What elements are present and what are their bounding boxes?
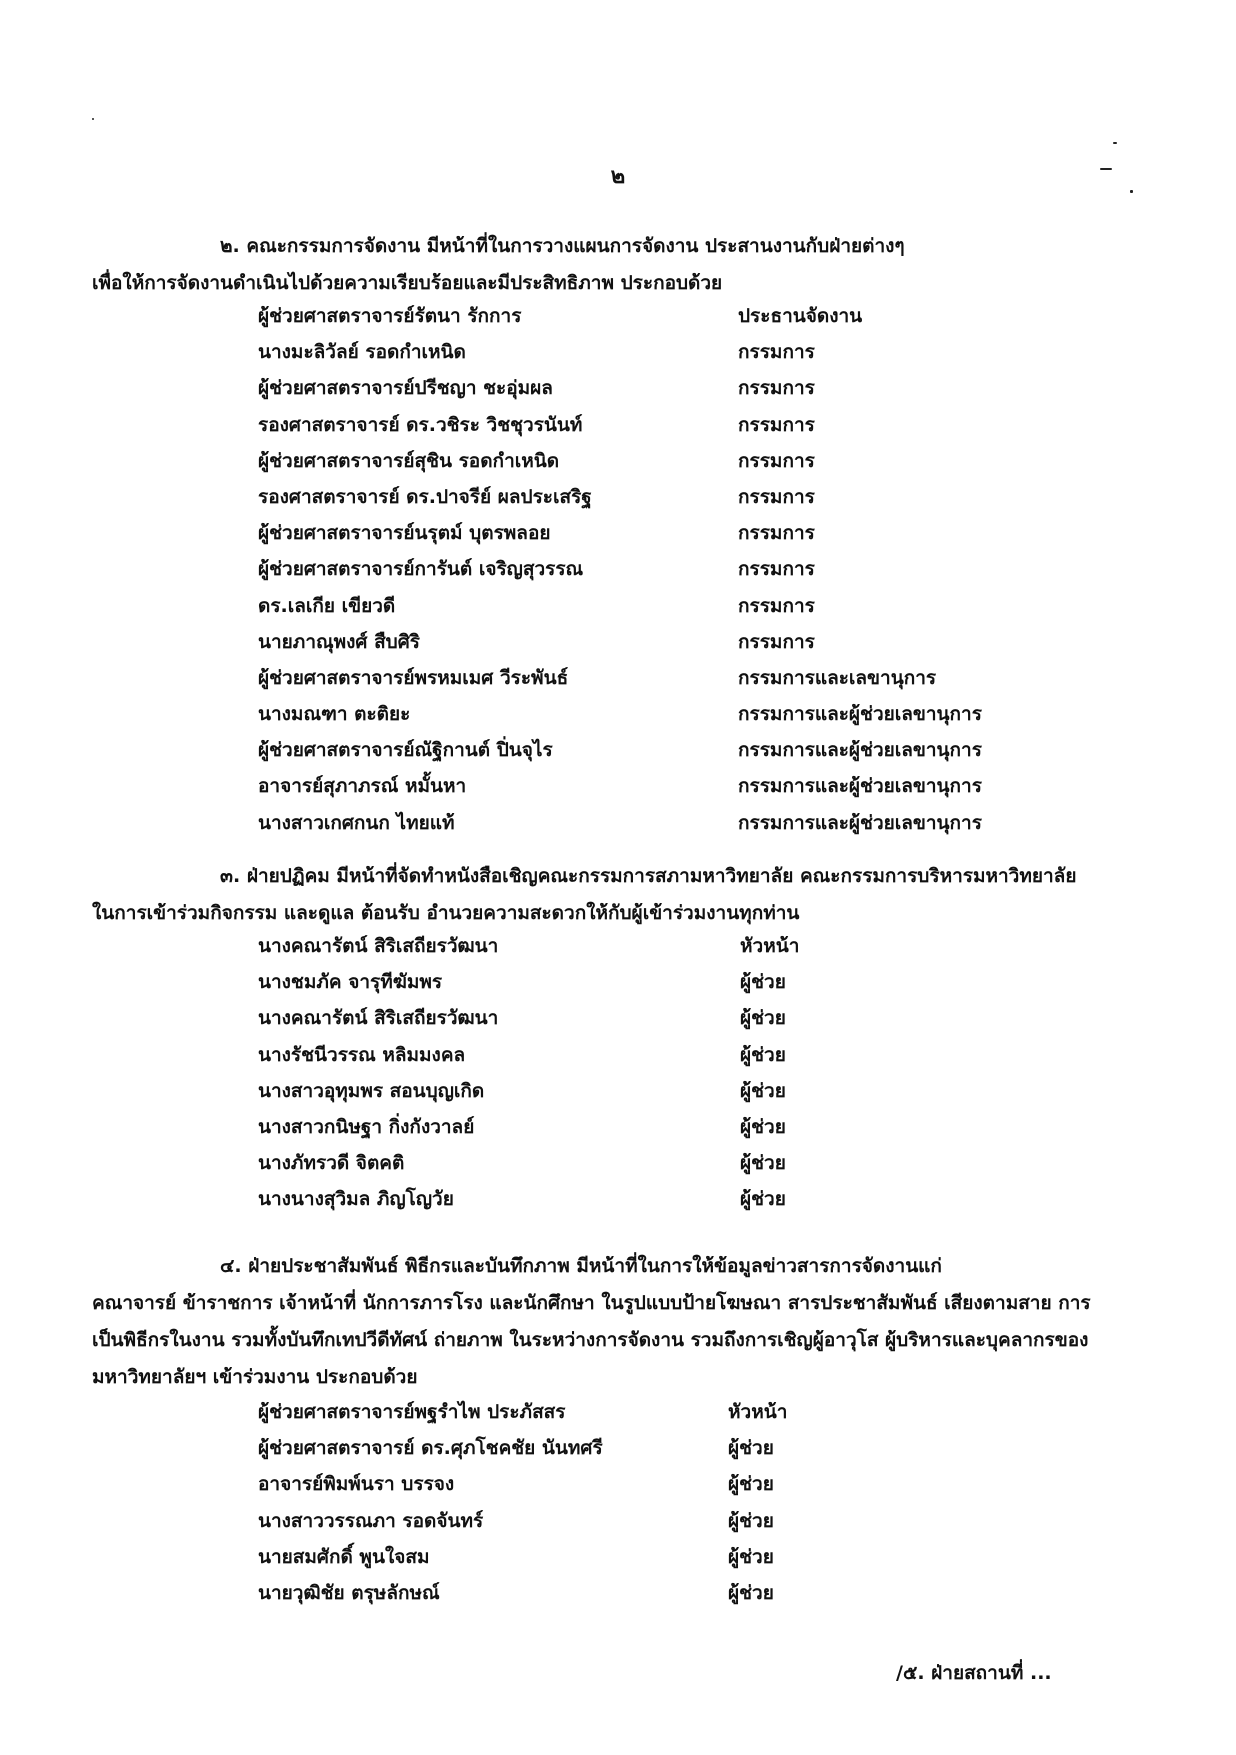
member-row	[258, 1109, 1058, 1145]
member-role: กรรมการ	[738, 522, 815, 545]
member-name: ผู้ช่วยศาสตราจารย์ณัฐิกานต์ ปิ่นจุไร	[258, 739, 553, 762]
member-name: ผู้ช่วยศาสตราจารย์นรุตม์ บุตรพลอย	[258, 522, 551, 545]
scan-speck	[1100, 168, 1112, 170]
member-row	[258, 805, 1058, 841]
member-row	[258, 551, 1058, 587]
member-role: ผู้ช่วย	[728, 1473, 774, 1496]
member-row	[258, 660, 1058, 696]
member-role: ผู้ช่วย	[740, 1188, 786, 1211]
member-row	[258, 515, 1058, 551]
member-role: ผู้ช่วย	[728, 1509, 774, 1532]
member-row	[258, 370, 1058, 406]
scan-speck	[1113, 142, 1117, 144]
member-role: กรรมการ	[738, 594, 815, 617]
member-row	[258, 1394, 1058, 1430]
member-role: ผู้ช่วย	[740, 1115, 786, 1138]
section-4-heading: ๔. ฝ่ายประชาสัมพันธ์ พิธีกรและบันทึกภาพ มีหน้าที่ในการให้ข้อมูลข่าวสารการจัดงานแก่	[220, 1255, 942, 1277]
page-number: ๒	[610, 164, 626, 189]
member-role: ผู้ช่วย	[728, 1581, 774, 1604]
member-name: นางสาวอุทุมพร สอนบุญเกิด	[258, 1079, 485, 1102]
member-role: กรรมการและผู้ช่วยเลขานุการ	[738, 703, 982, 726]
member-role: หัวหน้า	[740, 935, 800, 957]
member-name: รองศาสตราจารย์ ดร.ปาจรีย์ ผลประเสริฐ	[258, 485, 592, 508]
member-row	[258, 479, 1058, 515]
member-name: นางรัชนีวรรณ หลิมมงคล	[258, 1043, 466, 1066]
member-role: ผู้ช่วย	[740, 971, 786, 994]
member-row	[258, 334, 1058, 370]
member-name: นางมะลิวัลย์ รอดกำเหนิด	[258, 341, 466, 364]
member-name: ผู้ช่วยศาสตราจารย์พฐรำไพ ประภัสสร	[258, 1401, 566, 1423]
member-row	[258, 1575, 1058, 1611]
member-role: กรรมการ	[738, 558, 815, 581]
member-row	[258, 1503, 1058, 1539]
member-name: นางนางสุวิมล ภิญโญวัย	[258, 1188, 454, 1211]
member-name: ผู้ช่วยศาสตราจารย์ ดร.ศุภโชคชัย นันทศรี	[258, 1437, 603, 1460]
next-page-reference: /๕. ฝ่ายสถานที่ ...	[896, 1662, 1052, 1684]
member-row	[258, 443, 1058, 479]
member-role: กรรมการ	[738, 449, 815, 472]
section-3-member-list	[258, 928, 1058, 1218]
member-name: นางชมภัค จารุทีฆัมพร	[258, 971, 443, 994]
member-role: กรรมการ	[738, 341, 815, 364]
member-role: ประธานจัดงาน	[738, 305, 863, 327]
member-role: ผู้ช่วย	[740, 1043, 786, 1066]
member-row	[258, 768, 1058, 804]
member-row	[258, 1181, 1058, 1217]
member-role: กรรมการ	[738, 630, 815, 653]
member-role: ผู้ช่วย	[728, 1545, 774, 1568]
member-name: นางสาวเกศกนก ไทยแท้	[258, 811, 455, 834]
member-role: กรรมการ	[738, 485, 815, 508]
member-row	[258, 732, 1058, 768]
member-role: ผู้ช่วย	[740, 1152, 786, 1175]
member-name: นายภาณุพงศ์ สืบศิริ	[258, 630, 421, 653]
member-role: ผู้ช่วย	[740, 1007, 786, 1030]
member-name: ผู้ช่วยศาสตราจารย์พรหมเมศ วีระพันธ์	[258, 666, 569, 689]
member-row	[258, 1037, 1058, 1073]
member-role: กรรมการและผู้ช่วยเลขานุการ	[738, 811, 982, 834]
section-4-member-list	[258, 1394, 1058, 1611]
member-row	[258, 407, 1058, 443]
member-row	[258, 588, 1058, 624]
member-row	[258, 1430, 1058, 1466]
member-role: หัวหน้า	[728, 1401, 788, 1423]
member-role: ผู้ช่วย	[740, 1079, 786, 1102]
section-2-description: เพื่อให้การจัดงานดำเนินไปด้วยความเรียบร้อยและมีประสิทธิภาพ ประกอบด้วย	[92, 272, 723, 294]
member-name: ผู้ช่วยศาสตราจารย์สุชิน รอดกำเหนิด	[258, 449, 560, 472]
member-name: นางสาววรรณภา รอดจันทร์	[258, 1509, 484, 1532]
section-2-heading: ๒. คณะกรรมการจัดงาน มีหน้าที่ในการวางแผนการจัดงาน ประสานงานกับฝ่ายต่างๆ	[220, 235, 905, 257]
section-3-paragraph	[92, 858, 1092, 932]
section-2-member-list	[258, 298, 1058, 841]
member-role: กรรมการและเลขานุการ	[738, 666, 937, 689]
member-row	[258, 696, 1058, 732]
member-name: นายวุฒิชัย ตรุษลักษณ์	[258, 1581, 440, 1604]
member-name: นางมณฑา ตะติยะ	[258, 703, 411, 726]
member-name: รองศาสตราจารย์ ดร.วชิระ วิชชุวรนันท์	[258, 413, 583, 436]
member-name: นางคณารัตน์ สิริเสถียรวัฒนา	[258, 935, 499, 957]
scan-speck	[92, 118, 94, 120]
section-2-paragraph	[92, 228, 1092, 302]
member-row	[258, 964, 1058, 1000]
member-row	[258, 1466, 1058, 1502]
member-row	[258, 624, 1058, 660]
member-role: กรรมการและผู้ช่วยเลขานุการ	[738, 739, 982, 762]
section-4-description: คณาจารย์ ข้าราชการ เจ้าหน้าที่ นักการภารโรง และนักศึกษา ในรูปแบบป้ายโฆษณา สารประชาสัมพันธ์ เสียงตามสาย การเป็นพิธีกรในงาน รวมทั้งบันทึกเทปวีดีทัศน์ ถ่ายภาพ ในระหว่างการจัดงาน รวมถึงการเชิญผู้อาวุโส ผู้บริหารและบุคลากรของมหาวิทยาลัยฯ เข้าร่วมงาน ประกอบด้วย	[92, 1292, 1091, 1388]
member-name: ดร.เลเกีย เขียวดี	[258, 594, 396, 617]
member-role: กรรมการและผู้ช่วยเลขานุการ	[738, 775, 982, 798]
member-row	[258, 1145, 1058, 1181]
member-name: อาจารย์พิมพ์นรา บรรจง	[258, 1473, 455, 1496]
member-row	[258, 928, 1058, 964]
member-name: ผู้ช่วยศาสตราจารย์รัตนา รักการ	[258, 305, 522, 327]
member-role: ผู้ช่วย	[728, 1437, 774, 1460]
member-row	[258, 1073, 1058, 1109]
member-row	[258, 1539, 1058, 1575]
member-name: ผู้ช่วยศาสตราจารย์การันต์ เจริญสุวรรณ	[258, 558, 584, 581]
section-4-paragraph	[92, 1248, 1092, 1396]
member-name: อาจารย์สุภาภรณ์ หมั้นหา	[258, 775, 467, 798]
member-row	[258, 298, 1058, 334]
member-name: ผู้ช่วยศาสตราจารย์ปรีชญา ชะอุ่มผล	[258, 377, 553, 400]
member-row	[258, 1000, 1058, 1036]
member-role: กรรมการ	[738, 377, 815, 400]
scan-speck	[1130, 190, 1133, 193]
member-name: นางคณารัตน์ สิริเสถียรวัฒนา	[258, 1007, 499, 1030]
member-name: นายสมศักดิ์ พูนใจสม	[258, 1545, 430, 1568]
member-role: กรรมการ	[738, 413, 815, 436]
section-3-description: ในการเข้าร่วมกิจกรรม และดูแล ต้อนรับ อำนวยความสะดวกให้กับผู้เข้าร่วมงานทุกท่าน	[92, 902, 800, 924]
section-3-heading: ๓. ฝ่ายปฏิคม มีหน้าที่จัดทำหนังสือเชิญคณะกรรมการสภามหาวิทยาลัย คณะกรรมการบริหารมหาวิทยาลัย	[220, 865, 1077, 887]
member-name: นางสาวกนิษฐา กิ่งกังวาลย์	[258, 1115, 475, 1138]
member-name: นางภัทรวดี จิตคติ	[258, 1152, 405, 1175]
